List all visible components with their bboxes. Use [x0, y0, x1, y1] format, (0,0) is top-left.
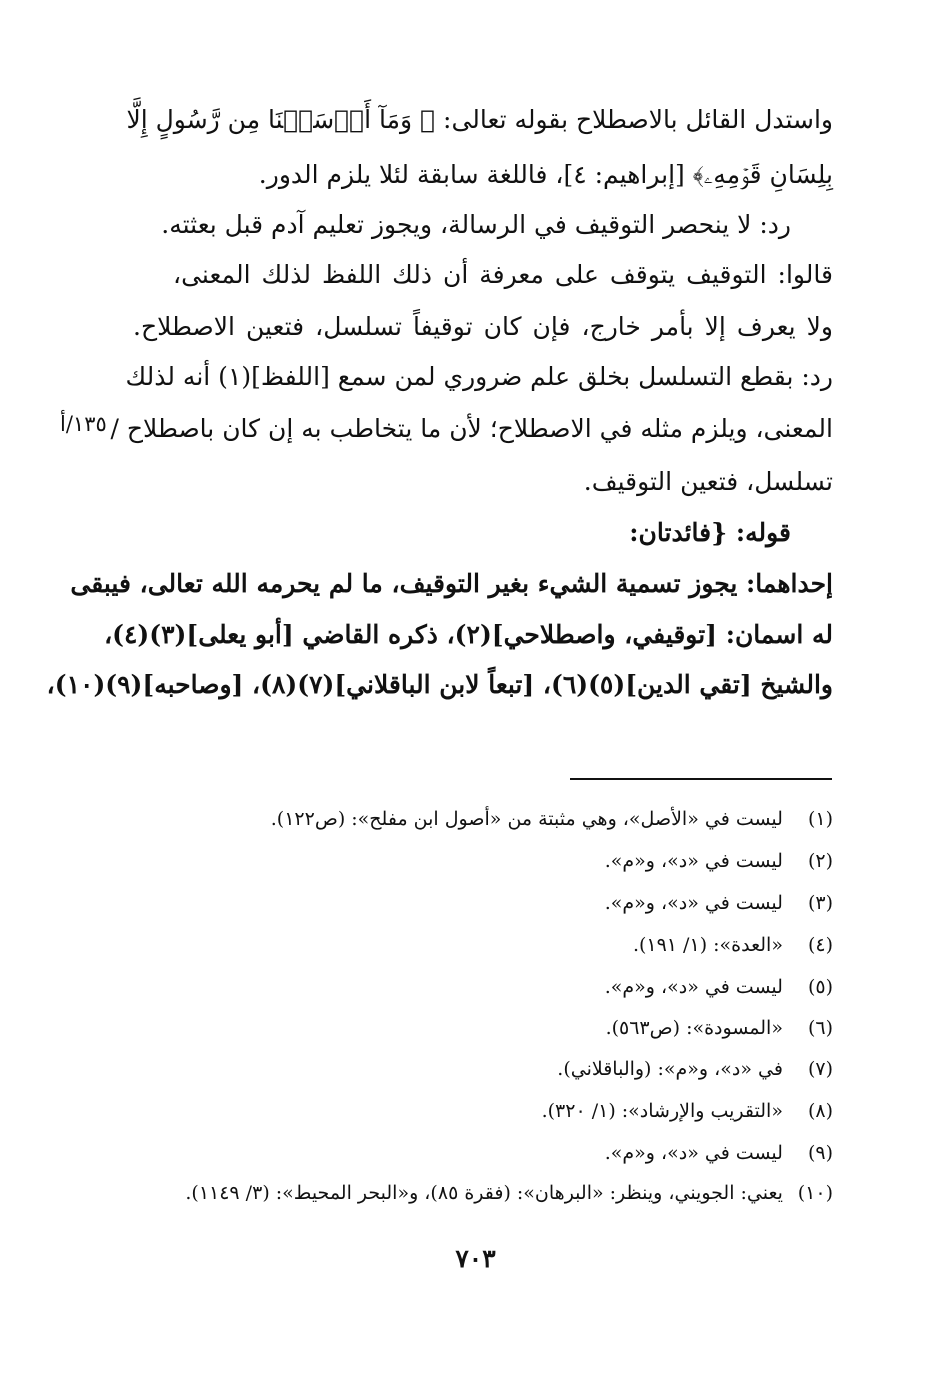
footnote-text: في «د»، و«م»: (والباقلاني). [557, 1058, 783, 1080]
footnote-text: يعني: الجويني، وينظر: «البرهان»: (فقرة ٨٥)، و«البحر المحيط»: (٣/ ١١٤٩). [185, 1182, 783, 1204]
footnote-separator [570, 778, 832, 780]
body-line-10: إحداهما: يجوز تسمية الشيء بغير التوقيف، ما لم يحرمه الله تعالى، فيبقى [70, 569, 833, 598]
footnote-number: (٥) [807, 976, 833, 998]
margin-folio-note: ١٣٥/أ [60, 412, 107, 436]
body-line-1: واستدل القائل بالاصطلاح بقوله تعالى: ﴿ وَمَآ أَرۡسَلۡنَا مِن رَّسُولٍ إِلَّا [126, 105, 833, 134]
body-line-2: بِلِسَانِ قَوۡمِهِۦ﴾ [إبراهيم: ٤]، فاللغة سابقة لئلا يلزم الدور. [258, 160, 833, 189]
footnote-number: (١) [807, 808, 833, 830]
footnote-number: (٢) [807, 850, 833, 872]
footnote-number: (٤) [807, 934, 833, 956]
page-number: ٧٠٣ [455, 1244, 496, 1273]
body-line-3: رد: لا ينحصر التوقيف في الرسالة، ويجوز تعليم آدم قبل بعثته. [161, 210, 791, 239]
footnote-1 [271, 806, 833, 832]
body-line-8: تسلسل، فتعين التوقيف. [583, 467, 833, 496]
footnote-5 [605, 974, 833, 1000]
body-line-9: قوله: {فائدتان: [629, 518, 791, 547]
footnote-text: ليست في «د»، و«م». [604, 976, 783, 998]
body-line-11: له اسمان: [توقيفي، واصطلاحي](٢)، ذكره القاضي [أبو يعلى](٣)(٤)، [104, 620, 833, 649]
footnote-number: (٣) [807, 892, 833, 914]
body-line-12: والشيخ [تقي الدين](٥)(٦)، [تبعاً لابن الباقلاني](٧)(٨)، [وصاحبه](٩)(١٠)، [46, 670, 833, 699]
footnote-6 [606, 1015, 833, 1041]
footnote-number: (٦) [807, 1017, 833, 1039]
footnote-7 [557, 1056, 833, 1082]
footnote-text: ليست في «د»، و«م». [604, 892, 783, 914]
footnote-text: «المسودة»: (ص٥٦٣). [605, 1017, 783, 1039]
body-line-6: رد: بقطع التسلسل بخلق علم ضروري لمن سمع [اللفظ](١) أنه لذلك [125, 362, 833, 391]
footnote-text: ليست في «د»، و«م». [604, 850, 783, 872]
footnote-3 [605, 890, 833, 916]
footnote-10 [185, 1180, 833, 1206]
footnote-text: «العدة»: (١/ ١٩١). [632, 934, 783, 956]
footnote-8 [542, 1098, 833, 1124]
body-line-4: قالوا: التوقيف يتوقف على معرفة أن ذلك اللفظ لذلك المعنى، [173, 260, 833, 289]
footnote-number: (٧) [807, 1058, 833, 1080]
footnote-text: ليست في «د»، و«م». [604, 1142, 783, 1164]
footnote-text: «التقريب والإرشاد»: (١/ ٣٢٠). [541, 1100, 783, 1122]
footnote-text: ليست في «الأصل»، وهي مثبتة من «أصول ابن مفلح»: (ص١٢٢). [270, 808, 783, 830]
body-line-7: المعنى، ويلزم مثله في الاصطلاح؛ لأن ما يتخاطب به إن كان باصطلاح / [110, 414, 833, 443]
footnote-number: (٨) [807, 1100, 833, 1122]
body-line-5: ولا يعرف إلا بأمر خارج، فإن كان توقيفاً تسلسل، فتعين الاصطلاح. [133, 312, 833, 341]
footnote-9 [605, 1140, 833, 1166]
footnote-number: (١٠) [797, 1182, 833, 1204]
footnote-2 [605, 848, 833, 874]
footnote-number: (٩) [807, 1142, 833, 1164]
footnote-4 [633, 932, 833, 958]
